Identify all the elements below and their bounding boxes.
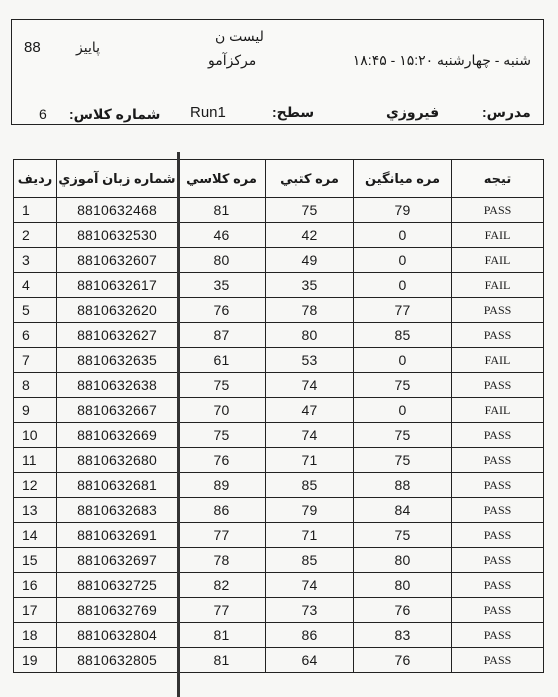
cell-class-score: 75 bbox=[178, 373, 266, 398]
cell-row: 4 bbox=[14, 273, 57, 298]
cell-written-score: 85 bbox=[266, 473, 354, 498]
cell-average-score: 76 bbox=[354, 648, 452, 673]
cell-student-id: 8810632680 bbox=[57, 448, 178, 473]
cell-class-score: 87 bbox=[178, 323, 266, 348]
cell-row: 12 bbox=[14, 473, 57, 498]
cell-result: PASS bbox=[452, 448, 544, 473]
cell-average-score: 80 bbox=[354, 573, 452, 598]
cell-written-score: 47 bbox=[266, 398, 354, 423]
cell-written-score: 74 bbox=[266, 423, 354, 448]
cell-result: PASS bbox=[452, 198, 544, 223]
column-divider bbox=[177, 152, 180, 697]
cell-student-id: 8810632607 bbox=[57, 248, 178, 273]
cell-student-id: 8810632667 bbox=[57, 398, 178, 423]
cell-result: FAIL bbox=[452, 223, 544, 248]
cell-written-score: 73 bbox=[266, 598, 354, 623]
cell-result: PASS bbox=[452, 548, 544, 573]
cell-result: FAIL bbox=[452, 248, 544, 273]
table-row bbox=[14, 623, 544, 648]
grades-table bbox=[13, 159, 544, 673]
cell-row: 6 bbox=[14, 323, 57, 348]
cell-result: PASS bbox=[452, 623, 544, 648]
cell-row: 13 bbox=[14, 498, 57, 523]
cell-row: 18 bbox=[14, 623, 57, 648]
table-row bbox=[14, 648, 544, 673]
table-row bbox=[14, 273, 544, 298]
cell-result: PASS bbox=[452, 323, 544, 348]
table-row bbox=[14, 523, 544, 548]
cell-written-score: 85 bbox=[266, 548, 354, 573]
cell-student-id: 8810632805 bbox=[57, 648, 178, 673]
col-header-result: تيجه bbox=[452, 160, 544, 198]
cell-written-score: 86 bbox=[266, 623, 354, 648]
table-row bbox=[14, 598, 544, 623]
cell-average-score: 85 bbox=[354, 323, 452, 348]
cell-result: PASS bbox=[452, 648, 544, 673]
col-header-row: ردیف bbox=[14, 160, 57, 198]
cell-written-score: 53 bbox=[266, 348, 354, 373]
header-box bbox=[11, 19, 544, 125]
cell-class-score: 78 bbox=[178, 548, 266, 573]
cell-student-id: 8810632691 bbox=[57, 523, 178, 548]
cell-class-score: 82 bbox=[178, 573, 266, 598]
col-header-written-score: مره كتبي bbox=[266, 160, 354, 198]
cell-result: PASS bbox=[452, 298, 544, 323]
table-row bbox=[14, 348, 544, 373]
term: پاییز bbox=[76, 39, 101, 55]
cell-row: 8 bbox=[14, 373, 57, 398]
teacher-label: مدرس: bbox=[482, 104, 531, 120]
cell-average-score: 84 bbox=[354, 498, 452, 523]
cell-class-score: 35 bbox=[178, 273, 266, 298]
table-row bbox=[14, 373, 544, 398]
level: Run1 bbox=[190, 104, 226, 121]
cell-row: 9 bbox=[14, 398, 57, 423]
cell-result: FAIL bbox=[452, 273, 544, 298]
cell-student-id: 8810632627 bbox=[57, 323, 178, 348]
table-header-row bbox=[14, 160, 544, 198]
cell-class-score: 81 bbox=[178, 623, 266, 648]
cell-written-score: 35 bbox=[266, 273, 354, 298]
cell-average-score: 0 bbox=[354, 248, 452, 273]
cell-written-score: 79 bbox=[266, 498, 354, 523]
cell-student-id: 8810632620 bbox=[57, 298, 178, 323]
cell-class-score: 77 bbox=[178, 523, 266, 548]
table-row bbox=[14, 198, 544, 223]
cell-student-id: 8810632468 bbox=[57, 198, 178, 223]
cell-row: 15 bbox=[14, 548, 57, 573]
cell-row: 17 bbox=[14, 598, 57, 623]
cell-average-score: 0 bbox=[354, 273, 452, 298]
cell-written-score: 42 bbox=[266, 223, 354, 248]
cell-result: PASS bbox=[452, 373, 544, 398]
table-row bbox=[14, 398, 544, 423]
class-number-label: شماره کلاس: bbox=[69, 106, 161, 122]
cell-student-id: 8810632530 bbox=[57, 223, 178, 248]
cell-result: PASS bbox=[452, 573, 544, 598]
cell-result: PASS bbox=[452, 473, 544, 498]
cell-row: 1 bbox=[14, 198, 57, 223]
table-row bbox=[14, 498, 544, 523]
cell-written-score: 49 bbox=[266, 248, 354, 273]
table-row bbox=[14, 223, 544, 248]
cell-written-score: 74 bbox=[266, 573, 354, 598]
cell-average-score: 0 bbox=[354, 398, 452, 423]
cell-student-id: 8810632681 bbox=[57, 473, 178, 498]
cell-student-id: 8810632635 bbox=[57, 348, 178, 373]
cell-result: PASS bbox=[452, 423, 544, 448]
cell-average-score: 80 bbox=[354, 548, 452, 573]
cell-class-score: 76 bbox=[178, 448, 266, 473]
cell-average-score: 0 bbox=[354, 223, 452, 248]
cell-written-score: 78 bbox=[266, 298, 354, 323]
cell-written-score: 75 bbox=[266, 198, 354, 223]
cell-written-score: 64 bbox=[266, 648, 354, 673]
table-row bbox=[14, 323, 544, 348]
cell-average-score: 75 bbox=[354, 373, 452, 398]
year: 88 bbox=[24, 39, 41, 56]
cell-average-score: 79 bbox=[354, 198, 452, 223]
col-header-average-score: مره ميانگين bbox=[354, 160, 452, 198]
cell-student-id: 8810632769 bbox=[57, 598, 178, 623]
cell-class-score: 77 bbox=[178, 598, 266, 623]
col-header-class-score: مره كلاسي bbox=[178, 160, 266, 198]
cell-row: 16 bbox=[14, 573, 57, 598]
cell-written-score: 74 bbox=[266, 373, 354, 398]
cell-result: PASS bbox=[452, 498, 544, 523]
table-row bbox=[14, 473, 544, 498]
table-row bbox=[14, 423, 544, 448]
cell-student-id: 8810632638 bbox=[57, 373, 178, 398]
cell-written-score: 71 bbox=[266, 523, 354, 548]
teacher-name: فیروزي bbox=[386, 104, 440, 120]
cell-written-score: 80 bbox=[266, 323, 354, 348]
cell-student-id: 8810632617 bbox=[57, 273, 178, 298]
table-row bbox=[14, 573, 544, 598]
cell-row: 11 bbox=[14, 448, 57, 473]
table-row bbox=[14, 298, 544, 323]
cell-student-id: 8810632697 bbox=[57, 548, 178, 573]
cell-average-score: 75 bbox=[354, 423, 452, 448]
cell-class-score: 76 bbox=[178, 298, 266, 323]
page-title: لیست ن bbox=[215, 28, 264, 44]
class-number: 6 bbox=[39, 106, 47, 122]
cell-result: FAIL bbox=[452, 398, 544, 423]
cell-row: 2 bbox=[14, 223, 57, 248]
cell-student-id: 8810632725 bbox=[57, 573, 178, 598]
cell-class-score: 80 bbox=[178, 248, 266, 273]
cell-result: FAIL bbox=[452, 348, 544, 373]
cell-row: 19 bbox=[14, 648, 57, 673]
cell-class-score: 86 bbox=[178, 498, 266, 523]
class-schedule: شنبه - چهارشنبه ۱۵:۲۰ - ۱۸:۴۵ bbox=[352, 52, 531, 68]
cell-student-id: 8810632804 bbox=[57, 623, 178, 648]
cell-class-score: 46 bbox=[178, 223, 266, 248]
table-row bbox=[14, 448, 544, 473]
cell-average-score: 88 bbox=[354, 473, 452, 498]
table-row bbox=[14, 548, 544, 573]
cell-result: PASS bbox=[452, 523, 544, 548]
table-row bbox=[14, 248, 544, 273]
cell-row: 14 bbox=[14, 523, 57, 548]
cell-average-score: 75 bbox=[354, 523, 452, 548]
cell-written-score: 71 bbox=[266, 448, 354, 473]
cell-average-score: 83 bbox=[354, 623, 452, 648]
col-header-student-id: شماره زبان آموزي bbox=[57, 160, 178, 198]
cell-average-score: 76 bbox=[354, 598, 452, 623]
cell-row: 5 bbox=[14, 298, 57, 323]
cell-class-score: 81 bbox=[178, 648, 266, 673]
cell-row: 10 bbox=[14, 423, 57, 448]
level-label: سطح: bbox=[272, 104, 315, 120]
cell-result: PASS bbox=[452, 598, 544, 623]
center-name: مرکزآمو bbox=[208, 52, 257, 68]
cell-row: 3 bbox=[14, 248, 57, 273]
cell-class-score: 70 bbox=[178, 398, 266, 423]
cell-average-score: 77 bbox=[354, 298, 452, 323]
cell-student-id: 8810632683 bbox=[57, 498, 178, 523]
cell-row: 7 bbox=[14, 348, 57, 373]
cell-class-score: 61 bbox=[178, 348, 266, 373]
cell-class-score: 81 bbox=[178, 198, 266, 223]
cell-student-id: 8810632669 bbox=[57, 423, 178, 448]
cell-class-score: 89 bbox=[178, 473, 266, 498]
cell-class-score: 75 bbox=[178, 423, 266, 448]
cell-average-score: 0 bbox=[354, 348, 452, 373]
cell-average-score: 75 bbox=[354, 448, 452, 473]
